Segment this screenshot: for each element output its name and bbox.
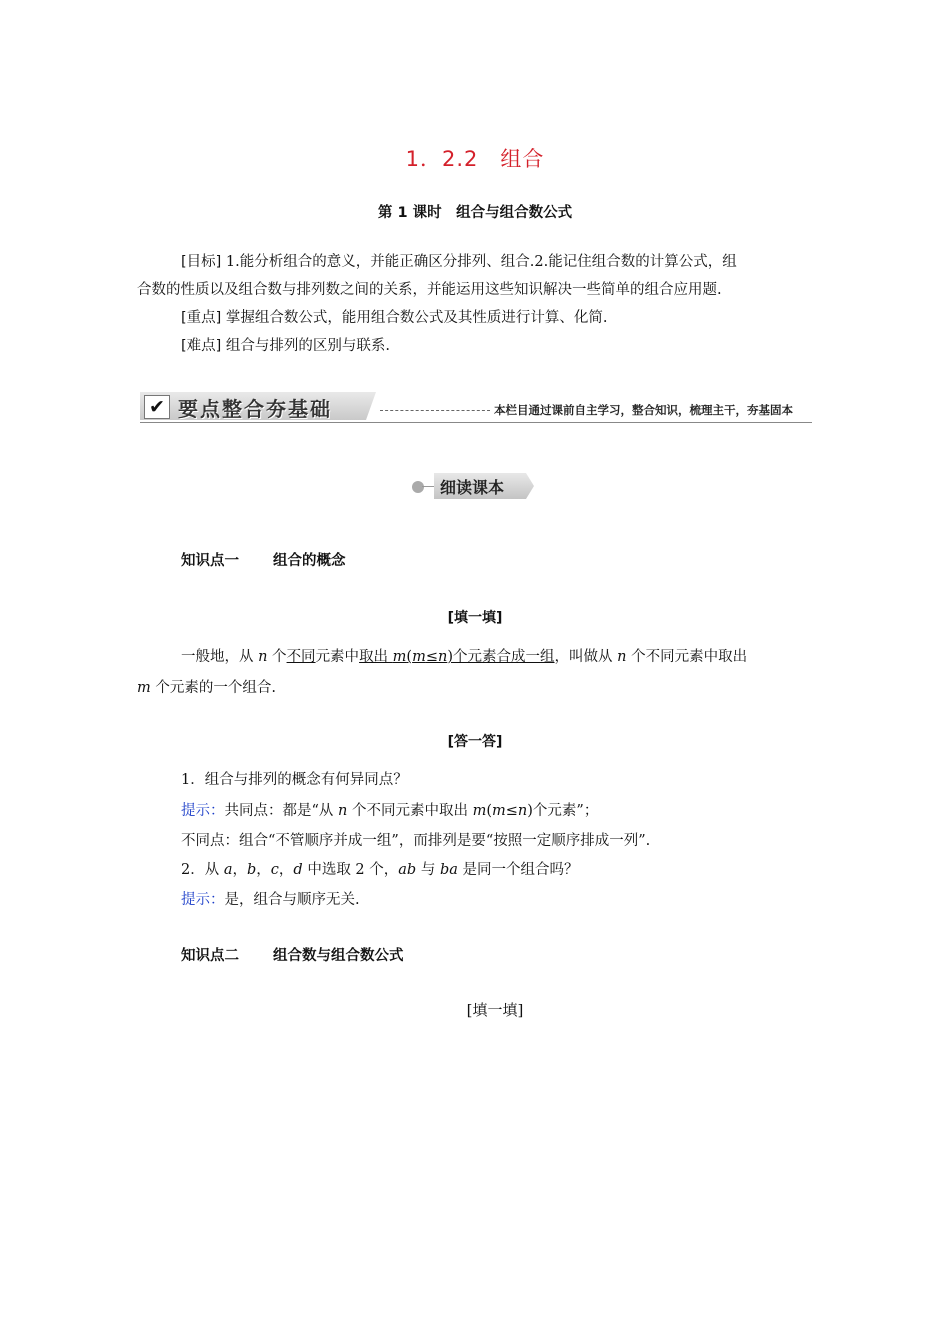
def-text: 个 <box>267 649 287 665</box>
lesson-subtitle: 第 1 课时 组合与组合数公式 <box>377 205 573 221</box>
banner-dashed-line <box>380 410 490 411</box>
def-var-n: n <box>258 649 268 665</box>
def-text: 个不同元素中取出 <box>626 649 748 665</box>
answer-text: 共同点：都是“从 <box>224 803 339 819</box>
answer-text: 个不同元素中取出 <box>347 803 473 819</box>
def-text: ( <box>406 649 413 665</box>
target-text-1: 1.能分析组合的意义，并能正确区分排列、组合.2.能记住组合数的计算公式，组 <box>221 254 737 270</box>
q2-text: ， <box>232 862 247 878</box>
def-var-m: m <box>412 649 426 665</box>
target-label: [目标] <box>181 254 222 270</box>
q2-text: ， <box>278 862 294 878</box>
banner-title: 要点整合夯基础 <box>178 397 332 421</box>
answer-1-line-1 <box>181 799 598 820</box>
answer-var-m: m <box>492 803 506 819</box>
q2-text: 是同一个组合吗？ <box>457 862 579 878</box>
difficult-text: 组合与排列的区别与联系. <box>221 338 391 354</box>
q2-text: 与 <box>416 862 440 878</box>
answer-2 <box>181 888 360 909</box>
def-var-m: m <box>392 649 407 665</box>
def-text: ，叫做从 <box>554 649 618 665</box>
question-2 <box>181 858 578 879</box>
section-tag <box>412 473 542 499</box>
q2-text: ， <box>256 862 271 878</box>
page-title: 1．2.2 组合 <box>405 147 545 171</box>
def-text: ≤ <box>425 649 438 665</box>
q2-var: c <box>270 862 279 878</box>
q2-var: ab <box>398 862 417 878</box>
answer-var-n: n <box>517 803 528 819</box>
answer-var-m: m <box>472 803 487 819</box>
fill-heading-2: [填一填] <box>466 1001 524 1019</box>
tag-dot-icon <box>412 481 424 493</box>
target-paragraph <box>137 248 813 360</box>
kp2-number: 知识点二 <box>181 948 239 964</box>
section-banner <box>140 392 812 424</box>
def-text: )个元素合成一组 <box>447 649 555 665</box>
answer-1-line-2: 不同点：组合“不管顺序并成一组”，而排列是要“按照一定顺序排成一列”. <box>181 833 651 849</box>
knowledge-point-2-heading <box>181 944 404 965</box>
q2-var: a <box>223 862 233 878</box>
hint-label: 提示： <box>181 803 225 819</box>
q2-var: d <box>293 862 303 878</box>
knowledge-point-1-heading <box>181 549 346 570</box>
kp1-number: 知识点一 <box>181 553 239 569</box>
kp1-title: 组合的概念 <box>273 553 346 569</box>
def-var-n: n <box>438 649 448 665</box>
hint-label: 提示： <box>181 892 225 908</box>
key-label: [重点] <box>181 310 222 326</box>
def-var-m: m <box>137 680 151 696</box>
tag-connector <box>422 486 436 487</box>
key-text: 掌握组合数公式，能用组合数公式及其性质进行计算、化简. <box>221 310 608 326</box>
q2-text: 中选取 2 个， <box>302 862 399 878</box>
banner-underline <box>140 422 812 423</box>
q2-var: b <box>247 862 257 878</box>
target-text-2: 合数的性质以及组合数与排列数之间的关系，并能运用这些知识解决一些简单的组合应用题. <box>137 282 722 298</box>
answer-var-n: n <box>338 803 348 819</box>
banner-description: 本栏目通过课前自主学习，整合知识，梳理主干，夯基固本 <box>494 403 793 417</box>
check-icon: ✔ <box>144 395 170 419</box>
q2-text: 2．从 <box>181 862 224 878</box>
def-text: 个元素的一个组合. <box>150 680 276 696</box>
def-text: 一般地，从 <box>181 649 259 665</box>
def-underline-2 <box>359 649 554 665</box>
answer-heading: [答一答] <box>447 734 503 750</box>
question-1: 1．组合与排列的概念有何异同点？ <box>181 772 408 788</box>
def-text: 取出 <box>359 649 393 665</box>
answer-2-text: 是，组合与顺序无关. <box>224 892 360 908</box>
def-var-n: n <box>617 649 627 665</box>
def-text: 元素中 <box>315 649 360 665</box>
definition-paragraph <box>137 642 813 704</box>
answer-text: )个元素”； <box>527 803 599 819</box>
kp2-title: 组合数与组合数公式 <box>273 948 404 964</box>
def-underline-1: 不同 <box>286 649 316 665</box>
section-tag-label: 细读课本 <box>440 478 505 497</box>
q2-var: ba <box>439 862 458 878</box>
answer-text: ≤ <box>505 803 518 819</box>
answer-text: ( <box>486 803 493 819</box>
fill-heading-1: [填一填] <box>447 610 503 626</box>
difficult-label: [难点] <box>181 338 222 354</box>
